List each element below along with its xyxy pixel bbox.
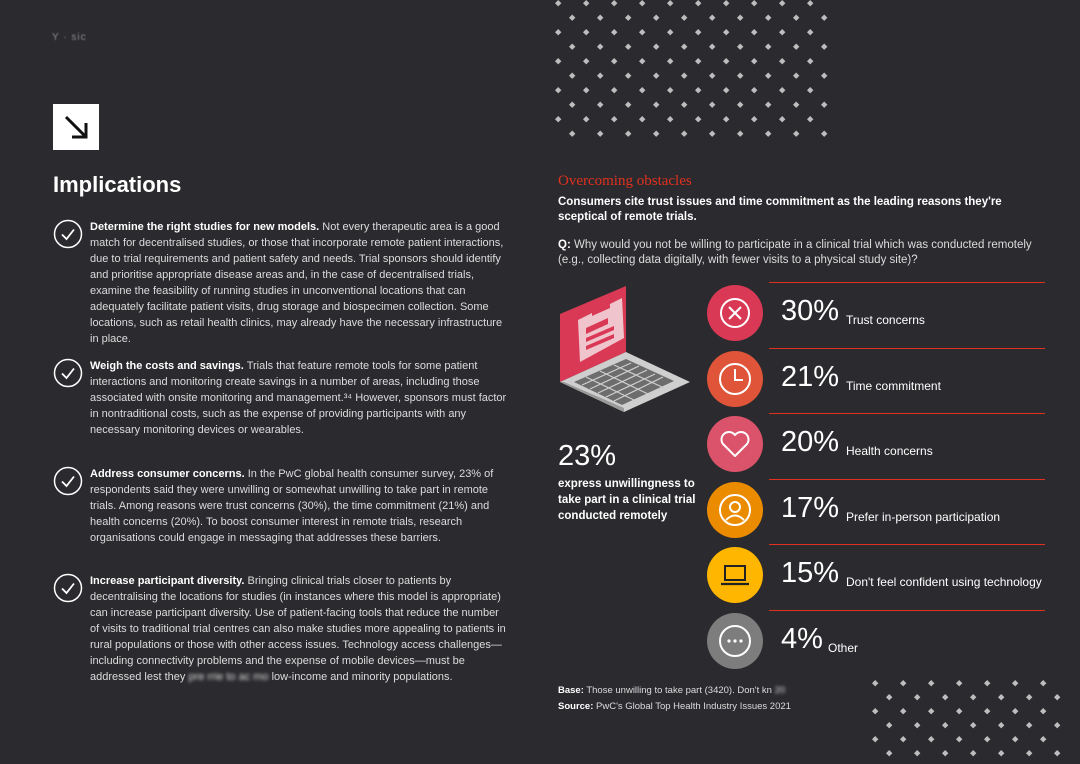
reason-row (707, 547, 1045, 611)
dot-mark (667, 116, 673, 122)
reason-label: Prefer in-person participation (846, 510, 1001, 524)
dot-mark (1040, 680, 1046, 686)
dot-mark (793, 73, 799, 79)
clock-icon (707, 351, 763, 407)
reason-label: Health concerns (846, 444, 933, 458)
base-text-obscured: 20 (771, 685, 786, 696)
reason-label: Don't feel confident using technology (846, 575, 1042, 589)
heart-icon (707, 416, 763, 472)
dot-mark (681, 131, 687, 137)
dot-mark (569, 44, 575, 50)
dot-mark (872, 736, 878, 742)
dot-mark (597, 15, 603, 21)
dot-mark (737, 73, 743, 79)
implication-point (53, 219, 508, 347)
dot-mark (695, 29, 701, 35)
check-circle-icon (53, 358, 83, 388)
dot-mark (695, 0, 701, 6)
dot-mark (914, 694, 920, 700)
dot-mark (821, 15, 827, 21)
dot-mark (695, 116, 701, 122)
point-title: Determine the right studies for new models. (90, 221, 320, 233)
check-circle-icon (53, 466, 83, 496)
dot-mark (569, 15, 575, 21)
dot-mark (625, 44, 631, 50)
check-circle-icon (53, 219, 83, 249)
reason-percent: 30% (781, 295, 840, 327)
dot-mark (723, 116, 729, 122)
dot-mark (681, 73, 687, 79)
dot-mark (709, 15, 715, 21)
dot-mark (611, 0, 617, 6)
dot-mark (1026, 722, 1032, 728)
dot-mark (639, 0, 645, 6)
dot-mark (1054, 694, 1060, 700)
laptop-icon (707, 547, 763, 603)
point-body-obscured: pre rrie to ac mo (188, 671, 269, 683)
dot-mark (695, 87, 701, 93)
dot-mark (667, 58, 673, 64)
dot-mark (779, 0, 785, 6)
dot-mark (709, 73, 715, 79)
dot-mark (737, 15, 743, 21)
implication-point (53, 358, 508, 438)
survey-question (558, 238, 1048, 268)
dot-mark (737, 44, 743, 50)
dot-mark (1054, 722, 1060, 728)
reason-row (707, 416, 1045, 480)
dot-mark (555, 116, 561, 122)
dot-mark (723, 87, 729, 93)
dot-mark (821, 131, 827, 137)
reason-percent: 4% (781, 623, 823, 655)
dot-mark (807, 87, 813, 93)
dot-mark (681, 15, 687, 21)
headline-label: express unwillingness to take part in a clinical trial conducted remotely (558, 478, 696, 522)
dot-mark (765, 102, 771, 108)
dot-mark (998, 722, 1004, 728)
dot-mark (942, 694, 948, 700)
dot-mark (765, 15, 771, 21)
dot-mark (1012, 736, 1018, 742)
source-label: Source: (558, 701, 594, 712)
dot-mark (900, 736, 906, 742)
point-body-tail: low-income and minority populations. (268, 671, 453, 683)
dot-mark (611, 58, 617, 64)
point-body: In the PwC global health consumer survey, 23% of respondents said they were unwilling or somewhat unwilling to take part in remote trials. Among reasons were trust concerns (30%), the time commitment (21%) and health concerns (20%). To boost consumer interest in remote trials, research organisations could engage in messaging that addresses these barriers. (90, 468, 494, 544)
dot-mark (821, 102, 827, 108)
dot-mark (998, 750, 1004, 756)
check-circle-icon (53, 573, 83, 603)
dot-mark (667, 29, 673, 35)
dot-mark (653, 102, 659, 108)
dot-mark (900, 680, 906, 686)
dot-mark (569, 73, 575, 79)
dot-mark (970, 750, 976, 756)
dot-mark (765, 73, 771, 79)
dot-mark (653, 73, 659, 79)
dot-mark (751, 58, 757, 64)
dot-mark (914, 722, 920, 728)
dot-mark (625, 15, 631, 21)
dot-mark (765, 131, 771, 137)
dot-mark (625, 73, 631, 79)
dot-mark (793, 102, 799, 108)
person-icon (707, 482, 763, 538)
dot-mark (709, 102, 715, 108)
point-title: Weigh the costs and savings. (90, 360, 244, 372)
dot-mark (1012, 708, 1018, 714)
dot-mark (639, 29, 645, 35)
dot-mark (928, 680, 934, 686)
dot-mark (611, 29, 617, 35)
dot-mark (597, 44, 603, 50)
dot-mark (956, 708, 962, 714)
dot-mark (681, 102, 687, 108)
dot-mark (597, 102, 603, 108)
dot-mark (569, 131, 575, 137)
reason-row (707, 285, 1045, 349)
dot-mark (998, 694, 1004, 700)
dot-mark (807, 0, 813, 6)
ellipsis-icon (707, 613, 763, 669)
dot-mark (984, 736, 990, 742)
reason-percent: 15% (781, 557, 840, 589)
dot-mark (872, 680, 878, 686)
dot-mark (793, 131, 799, 137)
reason-label: Other (828, 641, 859, 655)
question-prefix: Q: (558, 239, 571, 251)
dot-mark (555, 0, 561, 6)
dot-mark (625, 131, 631, 137)
dot-mark (611, 116, 617, 122)
dot-mark (667, 87, 673, 93)
running-header: Y · sic (52, 32, 87, 43)
dot-mark (942, 750, 948, 756)
dot-mark (914, 750, 920, 756)
dot-mark (793, 44, 799, 50)
base-source-note (558, 683, 791, 715)
dot-mark (597, 131, 603, 137)
point-body: Bringing clinical trials closer to patients by decentralising the locations for studies (in instances where this model is appropriate) can increase participant diversity. Use of patient-facing tools that reduce the number of visits to traditional trial centres can also make studies more appealing to patients in rural populations or those with other access issues. Technology access challenges—including connectivity problems and the expense of mobile devices—must be addressed lest they (90, 575, 506, 683)
dot-mark (928, 736, 934, 742)
dot-mark (751, 116, 757, 122)
dot-mark (779, 58, 785, 64)
dot-mark (639, 58, 645, 64)
row-divider (769, 348, 1045, 349)
dot-mark (942, 722, 948, 728)
point-body: Not every therapeutic area is a good match for decentralised studies, or those that incorporate remote patient interactions, due to trial requirements and patient safety and needs. Trial sponsors should identify and prioritise appropriate disease areas and, in the case of decentralised trials, examine the feasibility of running studies in unconventional locations that can adequately facilitate patient visits, drug storage and biospecimen collection. Some locations, such as retail health clinics, may already have the necessary infrastructure in place. (90, 221, 504, 345)
x-icon (707, 285, 763, 341)
implication-point (53, 466, 508, 546)
dot-mark (779, 29, 785, 35)
dot-mark (807, 116, 813, 122)
dot-mark (611, 87, 617, 93)
dot-mark (807, 29, 813, 35)
dot-mark (821, 73, 827, 79)
dot-mark (583, 116, 589, 122)
dot-mark (765, 44, 771, 50)
reason-label: Trust concerns (846, 313, 925, 327)
dot-mark (597, 73, 603, 79)
dot-mark (1040, 736, 1046, 742)
dot-mark (886, 694, 892, 700)
dot-mark (751, 0, 757, 6)
arrow-down-right-icon (53, 104, 99, 150)
headline-percent: 23% (558, 440, 617, 472)
base-label: Base: (558, 685, 584, 696)
row-divider (769, 479, 1045, 480)
row-divider (769, 544, 1045, 545)
dot-mark (984, 708, 990, 714)
dot-mark (653, 44, 659, 50)
dot-mark (639, 116, 645, 122)
base-text: Those unwilling to take part (3420). Don't kn (583, 685, 772, 696)
dot-mark (555, 58, 561, 64)
dot-mark (737, 131, 743, 137)
implication-point (53, 573, 508, 685)
dot-mark (723, 0, 729, 6)
row-divider (769, 282, 1045, 283)
point-title: Address consumer concerns. (90, 468, 245, 480)
row-divider (769, 610, 1045, 611)
dot-mark (583, 58, 589, 64)
reason-percent: 20% (781, 426, 840, 458)
dot-mark (779, 116, 785, 122)
laptop-illustration-icon (556, 286, 694, 412)
dot-mark (1040, 708, 1046, 714)
implications-title: Implications (53, 172, 182, 197)
reason-percent: 17% (781, 492, 840, 524)
dot-mark (695, 58, 701, 64)
dot-mark (984, 680, 990, 686)
dot-mark (569, 102, 575, 108)
dot-mark (709, 44, 715, 50)
reason-percent: 21% (781, 361, 840, 393)
dot-mark (583, 0, 589, 6)
reason-label: Time commitment (846, 379, 941, 393)
dot-mark (886, 722, 892, 728)
dot-mark (723, 29, 729, 35)
dot-mark (807, 58, 813, 64)
dot-mark (653, 15, 659, 21)
dot-mark (583, 29, 589, 35)
question-text: Why would you not be willing to participate in a clinical trial which was conducted remotely (e.g., collecting data digitally, with fewer visits to a physical study site)? (558, 239, 1032, 266)
obstacles-title: Overcoming obstacles (558, 173, 692, 189)
dot-mark (821, 44, 827, 50)
dot-mark (970, 722, 976, 728)
point-body: Trials that feature remote tools for some patient interactions and monitoring create savings in a number of areas, including those associated with onsite monitoring and management.³⁴ However, sponsors must factor in nontraditional costs, such as the expense of providing participants with any necessary monitoring devices or wearables. (90, 360, 507, 436)
dot-mark (1012, 680, 1018, 686)
source-text: PwC's Global Top Health Industry Issues 2021 (593, 701, 791, 712)
dot-mark (956, 736, 962, 742)
dot-mark (751, 87, 757, 93)
dot-mark (625, 102, 631, 108)
dot-mark (886, 750, 892, 756)
dot-mark (681, 44, 687, 50)
dot-mark (872, 708, 878, 714)
dot-mark (928, 708, 934, 714)
dot-mark (956, 680, 962, 686)
dot-mark (900, 708, 906, 714)
dot-mark (970, 694, 976, 700)
dot-mark (555, 87, 561, 93)
dot-mark (1026, 694, 1032, 700)
dot-pattern-bottom (872, 680, 1068, 764)
reason-row (707, 613, 1045, 677)
dot-mark (709, 131, 715, 137)
point-title: Increase participant diversity. (90, 575, 245, 587)
dot-mark (555, 29, 561, 35)
dot-mark (667, 0, 673, 6)
dot-mark (779, 87, 785, 93)
reason-row (707, 351, 1045, 415)
reason-row (707, 482, 1045, 546)
dot-mark (723, 58, 729, 64)
obstacles-subtitle: Consumers cite trust issues and time commitment as the leading reasons they're sceptical of remote trials. (558, 196, 1002, 223)
dot-mark (639, 87, 645, 93)
row-divider (769, 413, 1045, 414)
dot-mark (793, 15, 799, 21)
dot-mark (737, 102, 743, 108)
dot-mark (653, 131, 659, 137)
dot-mark (583, 87, 589, 93)
dot-mark (751, 29, 757, 35)
dot-mark (1026, 750, 1032, 756)
dot-pattern-top (555, 0, 835, 145)
dot-mark (1054, 750, 1060, 756)
